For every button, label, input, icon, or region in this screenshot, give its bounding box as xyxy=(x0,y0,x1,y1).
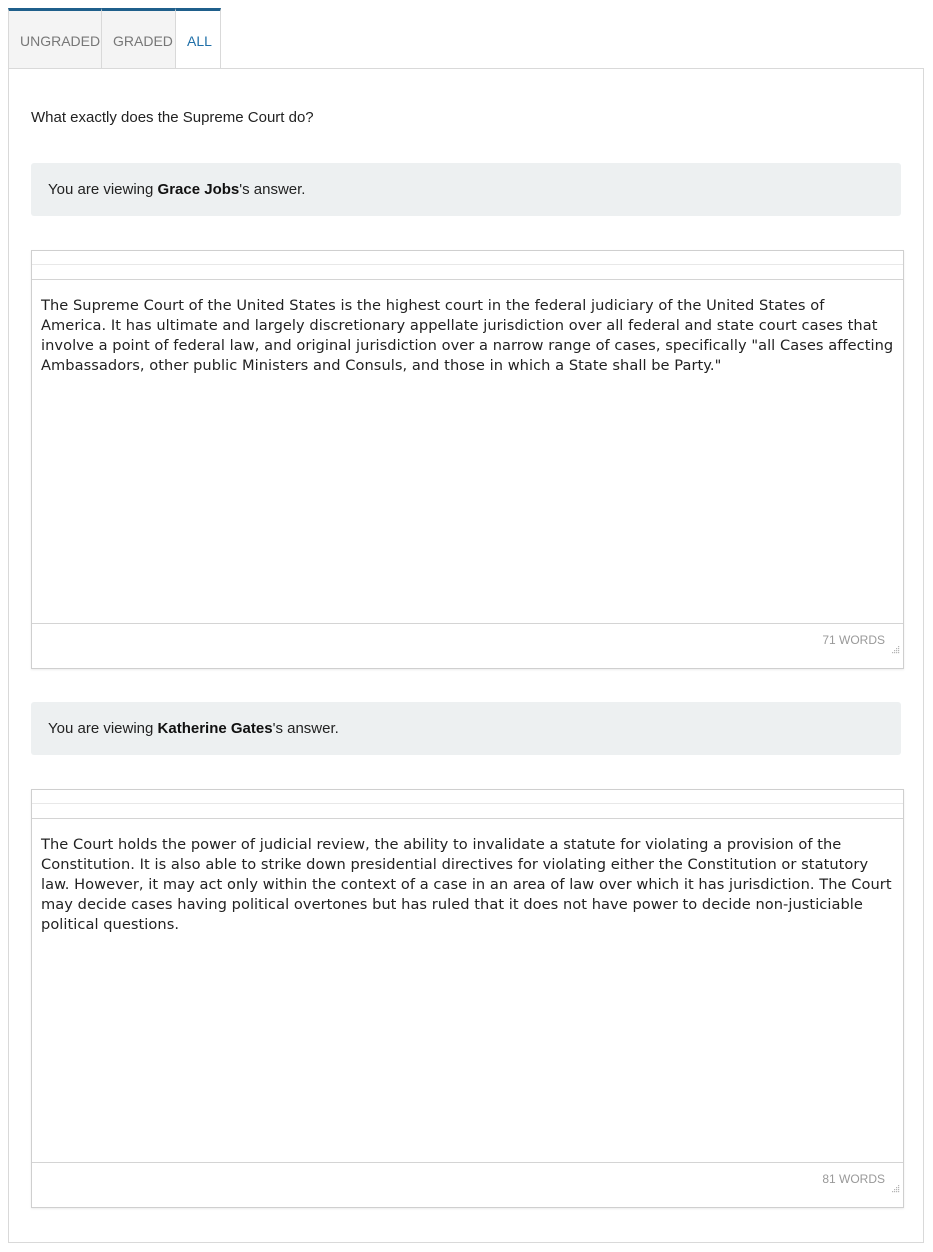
answers-panel xyxy=(8,68,924,1243)
question-text: What exactly does the Supreme Court do? xyxy=(31,109,314,126)
answer-text[interactable]: The Supreme Court of the United States is the highest court in the federal judiciary of the United States of America. It has ultimate and largely discretionary appellate jurisdiction over all federal and state court cases that involve a point of federal law, and original jurisdiction over a narrow range of cases, specifically "all Cases affecting Ambassadors, other public Ministers and Consuls, and those in which a State shall be Party." xyxy=(41,297,894,374)
answer-text[interactable]: The Court holds the power of judicial review, the ability to invalidate a statute for violating a provision of the Constitution. It is also able to strike down presidential directives for violating either the Constitution or statutory law. However, it may act only within the context of a case in an area of law over which it has jurisdiction. The Court may decide cases having political overtones but has ruled that it does not have power to decide non-justiciable political questions. xyxy=(41,836,892,933)
editor-toolbar xyxy=(32,790,903,819)
viewing-banner xyxy=(31,702,901,755)
tab-all[interactable]: ALL xyxy=(175,8,221,69)
editor-status-bar xyxy=(32,623,903,670)
viewing-banner xyxy=(31,163,901,216)
student-name: Katherine Gates xyxy=(157,720,273,737)
student-name: Grace Jobs xyxy=(157,181,240,198)
answer-editor xyxy=(31,250,904,669)
editor-toolbar xyxy=(32,251,903,280)
answer-editor xyxy=(31,789,904,1208)
editor-status-bar xyxy=(32,1162,903,1209)
word-count: 71 WORDS xyxy=(822,633,885,647)
viewing-suffix: 's answer. xyxy=(272,720,339,737)
resize-grip-icon[interactable] xyxy=(890,644,900,654)
viewing-suffix: 's answer. xyxy=(239,181,306,198)
word-count: 81 WORDS xyxy=(822,1172,885,1186)
grading-tabs xyxy=(8,8,221,69)
viewing-prefix: You are viewing xyxy=(48,181,158,198)
resize-grip-icon[interactable] xyxy=(890,1183,900,1193)
tab-graded[interactable]: GRADED xyxy=(101,8,175,69)
tab-ungraded[interactable]: UNGRADED xyxy=(8,8,101,69)
viewing-prefix: You are viewing xyxy=(48,720,158,737)
